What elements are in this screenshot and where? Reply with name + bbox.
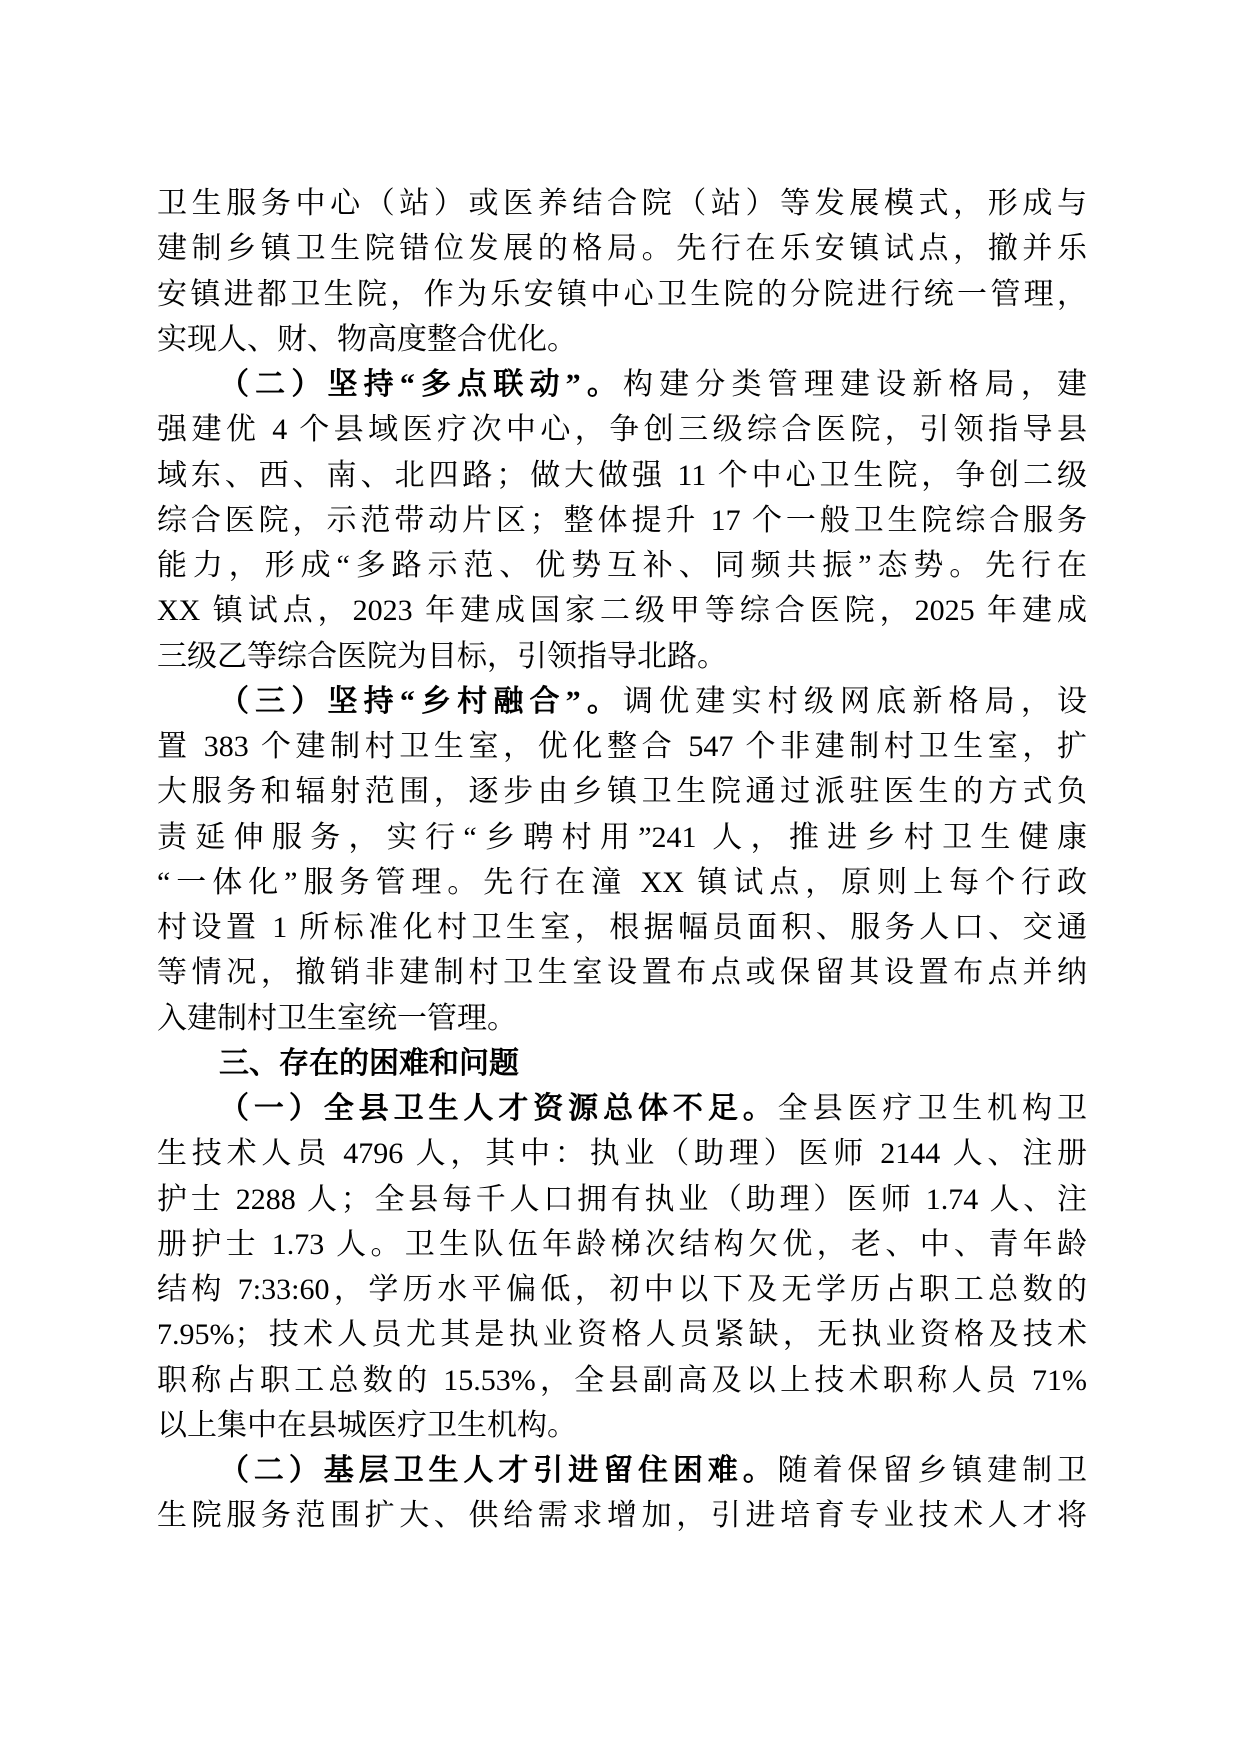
paragraph-lead: （二）坚持“多点联动”。	[219, 368, 623, 401]
heading-line	[219, 1041, 1087, 1086]
line-text: “一体化”服务管理。先行在潼 XX 镇试点，原则上每个行政	[157, 865, 1087, 899]
line-text: 能力，形成“多路示范、优势互补、同频共振”态势。先行在	[157, 549, 1087, 582]
line-text: 7.95%；技术人员尤其是执业资格人员紧缺，无执业资格及技术	[157, 1318, 1087, 1352]
text-line	[157, 498, 1087, 543]
line-text: 册护士 1.73 人。卫生队伍年龄梯次结构欠优，老、中、青年龄	[157, 1227, 1087, 1261]
line-text: 村设置 1 所标准化村卫生室，根据幅员面积、服务人口、交通	[157, 911, 1087, 944]
line-text: 生院服务范围扩大、供给需求增加，引进培育专业技术人才将	[157, 1499, 1087, 1533]
line-text: 等情况，撤销非建制村卫生室设置布点或保留其设置布点并纳	[157, 956, 1087, 990]
text-line	[157, 905, 1087, 950]
text-line	[157, 1131, 1087, 1176]
text-line	[157, 272, 1087, 317]
text-line	[157, 1312, 1087, 1357]
line-text: 生技术人员 4796 人，其中：执业（助理）医师 2144 人、注册	[157, 1137, 1087, 1171]
line-text: 综合医院，示范带动片区；整体提升 17 个一般卫生院综合服务	[157, 503, 1087, 537]
text-line	[157, 543, 1087, 588]
text-line	[157, 634, 1087, 679]
line-text: 三、存在的困难和问题	[219, 1045, 519, 1081]
text-line	[157, 1267, 1087, 1312]
text-line	[157, 1177, 1087, 1222]
line-text: 实现人、财、物高度整合优化。	[157, 322, 577, 356]
line-text: 安镇进都卫生院，作为乐安镇中心卫生院的分院进行统一管理，	[157, 277, 1087, 311]
text-line	[157, 996, 1087, 1041]
line-text: 入建制村卫生室统一管理。	[157, 1001, 517, 1035]
text-line	[157, 1493, 1087, 1538]
text-line	[157, 453, 1087, 498]
text-line	[157, 950, 1087, 995]
line-text: 结构 7:33:60，学历水平偏低，初中以下及无学历占职工总数的	[157, 1273, 1087, 1306]
line-text: 强建优 4 个县域医疗次中心，争创三级综合医院，引领指导县	[157, 413, 1087, 447]
text-line	[157, 769, 1087, 814]
text-line	[219, 362, 1087, 407]
text-line	[157, 860, 1087, 905]
text-line	[157, 1358, 1087, 1403]
text-line	[157, 724, 1087, 769]
text-line	[157, 1222, 1087, 1267]
text-line	[157, 317, 1087, 362]
text-line	[219, 1086, 1087, 1131]
text-line	[157, 588, 1087, 633]
line-text: 大服务和辐射范围，逐步由乡镇卫生院通过派驻医生的方式负	[157, 775, 1087, 809]
paragraph-lead: （一）全县卫生人才资源总体不足。	[219, 1092, 778, 1125]
text-line	[219, 1448, 1087, 1493]
line-text: 职称占职工总数的 15.53%，全县副高及以上技术职称人员 71%	[157, 1363, 1087, 1397]
text-line	[157, 1403, 1087, 1448]
line-text: 卫生服务中心（站）或医养结合院（站）等发展模式，形成与	[157, 187, 1087, 220]
text-line	[157, 226, 1087, 271]
line-text: 责延伸服务，实行“乡聘村用”241 人，推进乡村卫生健康	[157, 820, 1087, 854]
line-text: 调优建实村级网底新格局，设	[623, 684, 1087, 718]
paragraph-lead: （二）基层卫生人才引进留住困难。	[219, 1454, 778, 1487]
line-text: 随着保留乡镇建制卫	[777, 1454, 1088, 1487]
line-text: 以上集中在县城医疗卫生机构。	[157, 1408, 577, 1442]
paragraph-lead: （三）坚持“乡村融合”。	[219, 684, 623, 718]
line-text: 全县医疗卫生机构卫	[777, 1092, 1088, 1125]
line-text: 置 383 个建制村卫生室，优化整合 547 个非建制村卫生室，扩	[157, 730, 1087, 763]
line-text: 建制乡镇卫生院错位发展的格局。先行在乐安镇试点，撤并乐	[157, 232, 1087, 266]
line-text: 构建分类管理建设新格局，建	[623, 368, 1087, 401]
line-text: 三级乙等综合医院为目标，引领指导北路。	[157, 639, 727, 673]
line-text: XX 镇试点，2023 年建成国家二级甲等综合医院，2025 年建成	[157, 594, 1087, 628]
line-text: 护士 2288 人；全县每千人口拥有执业（助理）医师 1.74 人、注	[157, 1182, 1087, 1216]
text-line	[157, 815, 1087, 860]
text-line	[157, 181, 1087, 226]
line-text: 域东、西、南、北四路；做大做强 11 个中心卫生院，争创二级	[157, 458, 1087, 492]
text-line	[219, 679, 1087, 724]
text-line	[157, 407, 1087, 452]
